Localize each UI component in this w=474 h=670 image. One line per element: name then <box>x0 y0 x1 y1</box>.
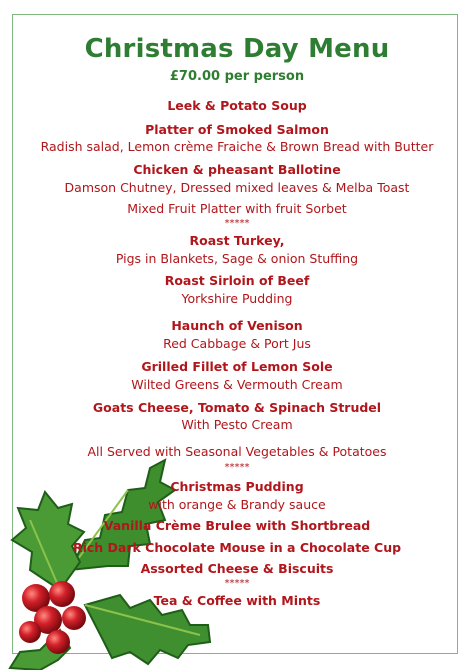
dessert-christmas-pudding-desc: with orange & Brandy sauce <box>148 497 326 512</box>
course-salmon: Platter of Smoked Salmon <box>145 122 329 137</box>
dessert-cheese-biscuits: Assorted Cheese & Biscuits <box>140 561 334 576</box>
course-soup: Leek & Potato Soup <box>167 98 307 113</box>
main-strudel: Goats Cheese, Tomato & Spinach Strudel <box>92 400 382 415</box>
section-separator: ***** <box>224 218 250 229</box>
main-strudel-desc: With Pesto Cream <box>181 417 293 432</box>
tea-coffee: Tea & Coffee with Mints <box>153 593 321 608</box>
course-ballotine: Chicken & pheasant Ballotine <box>133 162 341 177</box>
main-sirloin-desc: Yorkshire Pudding <box>181 291 293 306</box>
dessert-christmas-pudding: Christmas Pudding <box>170 479 304 494</box>
dessert-creme-brulee: Vanilla Crème Brulee with Shortbread <box>103 518 371 533</box>
section-separator: ***** <box>224 578 250 589</box>
menu-title: Christmas Day Menu <box>84 34 390 64</box>
course-ballotine-desc: Damson Chutney, Dressed mixed leaves & Melba Toast <box>64 180 410 195</box>
section-separator: ***** <box>224 462 250 473</box>
course-fruit-platter: Mixed Fruit Platter with fruit Sorbet <box>127 201 347 216</box>
main-venison-desc: Red Cabbage & Port Jus <box>163 336 311 351</box>
dessert-chocolate-mouse: Rich Dark Chocolate Mouse in a Chocolate Cup <box>72 540 402 555</box>
served-with-note: All Served with Seasonal Vegetables & Potatoes <box>87 444 387 459</box>
main-lemon-sole-desc: Wilted Greens & Vermouth Cream <box>131 377 343 392</box>
course-salmon-desc: Radish salad, Lemon crème Fraiche & Brown Bread with Butter <box>40 139 434 154</box>
main-turkey-desc: Pigs in Blankets, Sage & onion Stuffing <box>115 251 359 266</box>
main-turkey: Roast Turkey, <box>189 233 285 248</box>
main-venison: Haunch of Venison <box>171 318 303 333</box>
menu-price: £70.00 per person <box>169 69 305 84</box>
main-sirloin: Roast Sirloin of Beef <box>164 273 310 288</box>
main-lemon-sole: Grilled Fillet of Lemon Sole <box>141 359 333 374</box>
